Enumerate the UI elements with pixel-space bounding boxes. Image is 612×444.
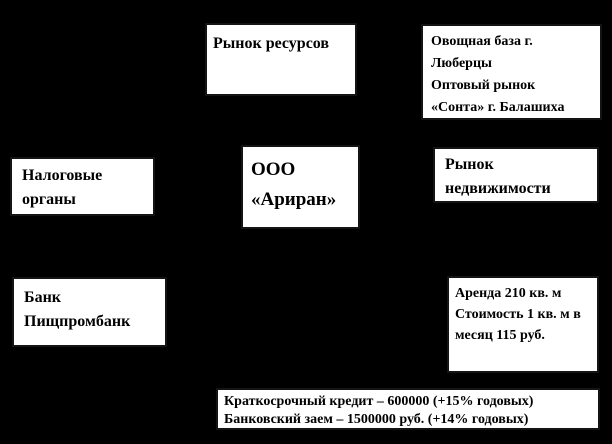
bank-line: Банк <box>24 289 62 306</box>
rent-terms-line: Стоимость 1 кв. м в <box>455 307 581 322</box>
real-estate-market-box <box>433 147 599 203</box>
company-line: ООО <box>251 159 296 180</box>
bank-box <box>12 277 167 347</box>
credit-terms-line: Краткосрочный кредит – 600000 (+15% годовых) <box>224 394 534 409</box>
credit-terms-line: Банковский заем – 1500000 руб. (+14% годовых) <box>224 412 529 427</box>
rent-terms-line: месяц 115 руб. <box>455 328 545 343</box>
company-line: «Ариран» <box>251 189 337 210</box>
bank-line: Пищпромбанк <box>24 313 131 330</box>
rent-terms-box <box>447 276 599 373</box>
resources-market-box <box>205 23 357 96</box>
resources-market-label: Рынок ресурсов <box>213 35 330 52</box>
suppliers-line: «Сонта» г. Балашиха <box>431 100 565 115</box>
credit-terms-box <box>216 388 600 430</box>
suppliers-box <box>421 24 602 120</box>
real-estate-line: недвижимости <box>445 180 551 197</box>
company-box <box>241 145 360 229</box>
tax-authorities-line: Налоговые <box>22 167 103 184</box>
real-estate-line: Рынок <box>445 156 494 173</box>
tax-authorities-line: органы <box>22 191 76 208</box>
suppliers-line: Оптовый рынок <box>431 78 536 93</box>
suppliers-line: Люберцы <box>431 56 492 71</box>
rent-terms-line: Аренда 210 кв. м <box>455 286 562 301</box>
suppliers-line: Овощная база г. <box>431 34 533 49</box>
tax-authorities-box <box>10 157 155 216</box>
